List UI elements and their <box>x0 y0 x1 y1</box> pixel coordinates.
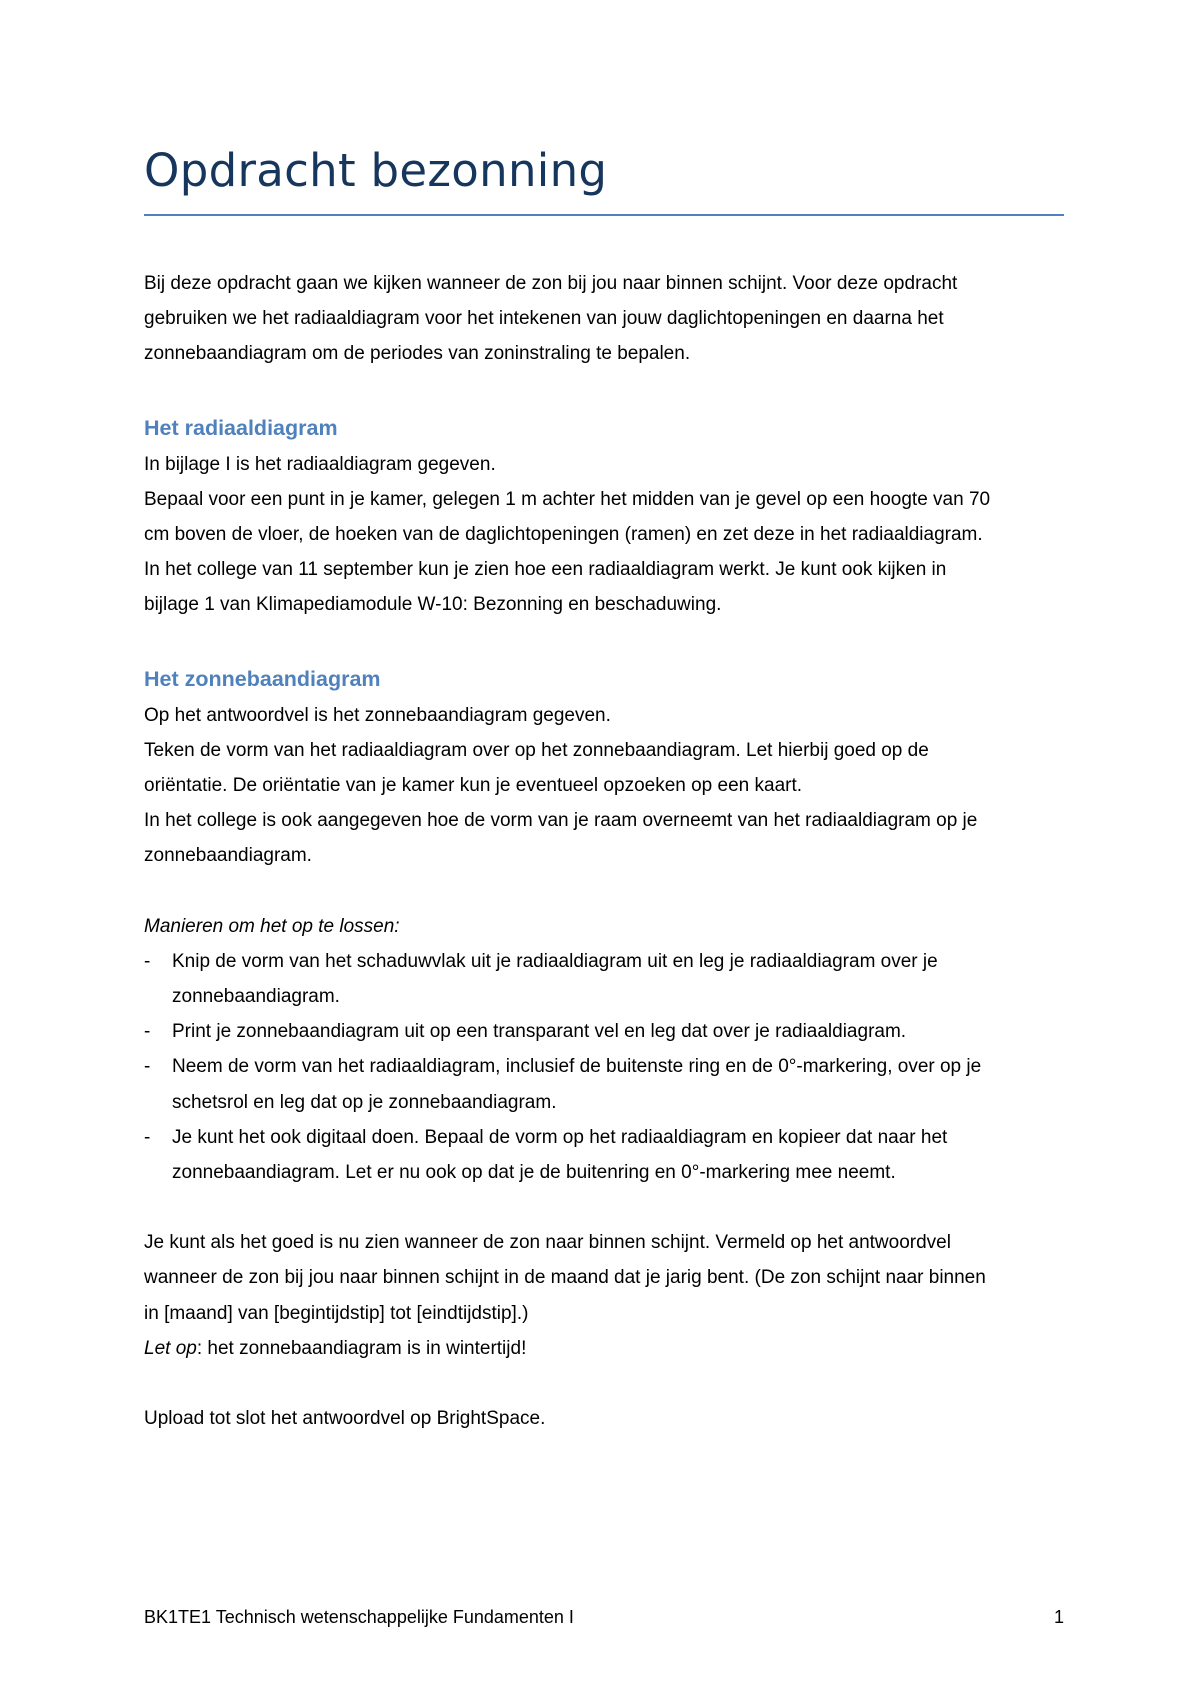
paragraph-line: Je kunt als het goed is nu zien wanneer de zon naar binnen schijnt. Vermeld op het antwoordvel <box>144 1232 951 1254</box>
methods-list <box>144 944 1064 1190</box>
spacer <box>144 623 1064 658</box>
document-title: Opdracht bezonning <box>144 144 608 197</box>
list-dash: - <box>144 1021 151 1043</box>
paragraph-line: Teken de vorm van het radiaaldiagram over op het zonnebaandiagram. Let hierbij goed op de <box>144 739 929 761</box>
list-item <box>144 1049 1064 1119</box>
note-line <box>144 1331 1064 1366</box>
list-item <box>144 1120 1064 1190</box>
document-body <box>144 266 1064 1436</box>
paragraph-line: oriëntatie. De oriëntatie van je kamer kun je eventueel opzoeken op een kaart. <box>144 775 803 797</box>
list-item-line: Je kunt het ook digitaal doen. Bepaal de vorm op het radiaaldiagram en kopieer dat naar het <box>172 1126 948 1148</box>
note-label: Let op <box>144 1337 197 1359</box>
spacer <box>144 1366 1064 1401</box>
section-heading-zonnebaandiagram: Het zonnebaandiagram <box>144 666 381 691</box>
spacer <box>144 1190 1064 1225</box>
list-item-line: zonnebaandiagram. Let er nu ook op dat je de buitenring en 0°-markering mee neemt. <box>172 1162 896 1184</box>
paragraph-line: In bijlage I is het radiaaldiagram gegeven. <box>144 453 496 475</box>
list-item-line: schetsrol en leg dat op je zonnebaandiagram. <box>172 1091 557 1113</box>
spacer <box>144 372 1064 407</box>
list-item-line: zonnebaandiagram. <box>172 986 340 1008</box>
paragraph-line: in [maand] van [begintijdstip] tot [eindtijdstip].) <box>144 1302 529 1324</box>
list-item <box>144 1014 1064 1049</box>
list-dash: - <box>144 1126 151 1148</box>
spacer <box>144 874 1064 909</box>
list-dash: - <box>144 950 151 972</box>
list-item-line: Print je zonnebaandiagram uit op een transparant vel en leg dat over je radiaaldiagram. <box>172 1021 907 1043</box>
list-item <box>144 944 1064 1014</box>
paragraph-line: In het college van 11 september kun je zien hoe een radiaaldiagram werkt. Je kunt ook kijken in <box>144 559 947 581</box>
paragraph-line: zonnebaandiagram. <box>144 845 312 867</box>
note-text: : het zonnebaandiagram is in wintertijd! <box>196 1337 527 1359</box>
intro-line: zonnebaandiagram om de periodes van zoninstraling te bepalen. <box>144 343 691 365</box>
paragraph-line: In het college is ook aangegeven hoe de vorm van je raam overneemt van het radiaaldiagram op je <box>144 810 978 832</box>
list-dash: - <box>144 1056 151 1078</box>
footer-course: BK1TE1 Technisch wetenschappelijke Fundamenten I <box>144 1607 574 1627</box>
methods-label: Manieren om het op te lossen: <box>144 915 400 937</box>
list-item-line: Neem de vorm van het radiaaldiagram, inclusief de buitenste ring en de 0°-markering, over op je <box>172 1056 982 1078</box>
list-item-line: Knip de vorm van het schaduwvlak uit je radiaaldiagram uit en leg je radiaaldiagram over je <box>172 950 938 972</box>
paragraph-line: wanneer de zon bij jou naar binnen schijnt in de maand dat je jarig bent. (De zon schijnt naar binnen <box>144 1267 986 1289</box>
intro-line: Bij deze opdracht gaan we kijken wanneer de zon bij jou naar binnen schijnt. Voor deze opdracht <box>144 273 958 294</box>
page-footer <box>144 1605 1064 1629</box>
intro-line: gebruiken we het radiaaldiagram voor het intekenen van jouw daglichtopeningen en daarna het <box>144 308 944 330</box>
paragraph-line: Bepaal voor een punt in je kamer, gelegen 1 m achter het midden van je gevel op een hoogte van 70 <box>144 488 991 510</box>
title-underline <box>144 214 1064 216</box>
paragraph-line: Op het antwoordvel is het zonnebaandiagram gegeven. <box>144 704 611 726</box>
section-heading-radiaaldiagram: Het radiaaldiagram <box>144 415 338 440</box>
upload-instruction: Upload tot slot het antwoordvel op BrightSpace. <box>144 1408 546 1430</box>
paragraph-line: bijlage 1 van Klimapediamodule W-10: Bezonning en beschaduwing. <box>144 594 722 616</box>
paragraph-line: cm boven de vloer, de hoeken van de daglichtopeningen (ramen) en zet deze in het radiaaldiagram. <box>144 524 983 546</box>
footer-page-number: 1 <box>1053 1607 1064 1627</box>
